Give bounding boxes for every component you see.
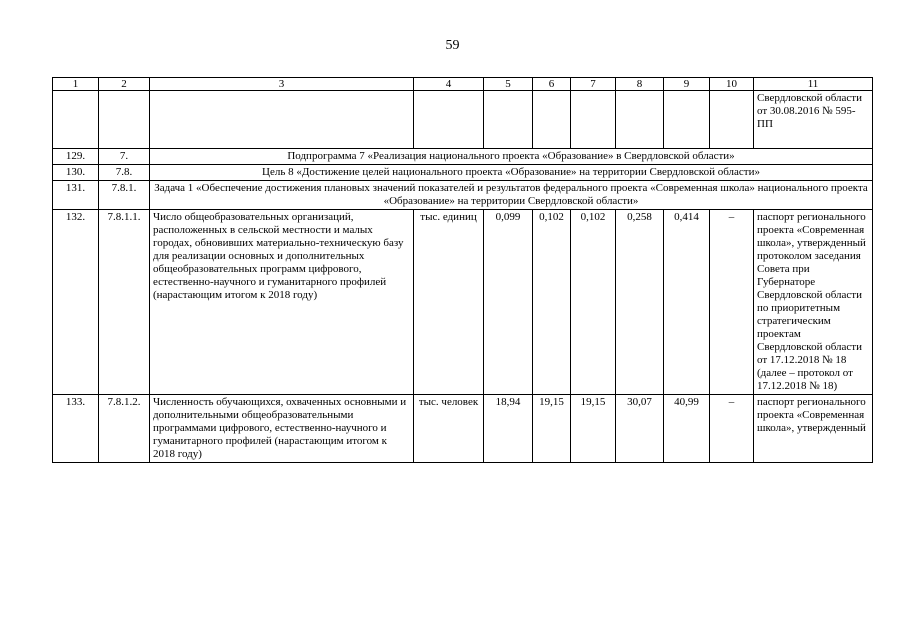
value-cell: 19,15 <box>533 395 571 463</box>
header-cell: 1 <box>53 78 99 91</box>
value-cell: 19,15 <box>571 395 616 463</box>
page-number: 59 <box>445 38 460 53</box>
data-table <box>52 77 873 463</box>
indicator-name: Численность обучающихся, охваченных основными и дополнительными общеобразовательными программами цифрового, естественно-научного и гуманитарного профилей (нарастающим итогом к 2018 году) <box>150 395 414 463</box>
row-number: 133. <box>53 395 99 463</box>
header-cell: 9 <box>664 78 710 91</box>
row-code: 7.8. <box>99 165 150 181</box>
table-row <box>53 165 873 181</box>
row-code: 7.8.1.1. <box>99 210 150 395</box>
value-cell: 40,99 <box>664 395 710 463</box>
table-row <box>53 395 873 463</box>
value-cell: 18,94 <box>484 395 533 463</box>
row-number: 132. <box>53 210 99 395</box>
table-row <box>53 210 873 395</box>
task-title: Задача 1 «Обеспечение достижения плановых значений показателей и результатов федерального проекта «Современная школа» национального проекта «Образование» на территории Свердловской области» <box>150 181 873 210</box>
value-cell: 0,258 <box>616 210 664 395</box>
header-row <box>53 78 873 91</box>
header-cell: 11 <box>754 78 873 91</box>
row-code: 7.8.1. <box>99 181 150 210</box>
value-cell: – <box>710 210 754 395</box>
unit-cell: тыс. человек <box>414 395 484 463</box>
value-cell: 0,414 <box>664 210 710 395</box>
row-number: 131. <box>53 181 99 210</box>
value-cell: 0,102 <box>571 210 616 395</box>
table-row <box>53 181 873 210</box>
row-code: 7. <box>99 149 150 165</box>
header-cell: 2 <box>99 78 150 91</box>
goal-title: Цель 8 «Достижение целей национального проекта «Образование» на территории Свердловской области» <box>150 165 873 181</box>
table-row-continuation <box>53 91 873 149</box>
header-cell: 4 <box>414 78 484 91</box>
value-cell: 30,07 <box>616 395 664 463</box>
value-cell: 0,102 <box>533 210 571 395</box>
header-cell: 6 <box>533 78 571 91</box>
value-cell: 0,099 <box>484 210 533 395</box>
unit-cell: тыс. единиц <box>414 210 484 395</box>
header-cell: 7 <box>571 78 616 91</box>
source-cell: Свердловской области от 30.08.2016 № 595-ПП <box>754 91 873 149</box>
subprogram-title: Подпрограмма 7 «Реализация национального проекта «Образование» в Свердловской области» <box>150 149 873 165</box>
value-cell: – <box>710 395 754 463</box>
row-code: 7.8.1.2. <box>99 395 150 463</box>
header-cell: 10 <box>710 78 754 91</box>
source-cell: паспорт регионального проекта «Современная школа», утвержденный <box>754 395 873 463</box>
row-number: 130. <box>53 165 99 181</box>
header-cell: 3 <box>150 78 414 91</box>
indicator-name: Число общеобразовательных организаций, расположенных в сельской местности и малых городах, обновивших материально-техническую базу для реализации основных и дополнительных общеобразовательных программ цифрового, естественно-научного и гуманитарного профилей (нарастающим итогом к 2018 году) <box>150 210 414 395</box>
row-number: 129. <box>53 149 99 165</box>
table-row <box>53 149 873 165</box>
header-cell: 8 <box>616 78 664 91</box>
source-cell: паспорт регионального проекта «Современная школа», утвержденный протоколом заседания Совета при Губернаторе Свердловской области по приоритетным стратегическим проектам Свердловской области от 17.12.2018 № 18 (далее – протокол от 17.12.2018 № 18) <box>754 210 873 395</box>
header-cell: 5 <box>484 78 533 91</box>
